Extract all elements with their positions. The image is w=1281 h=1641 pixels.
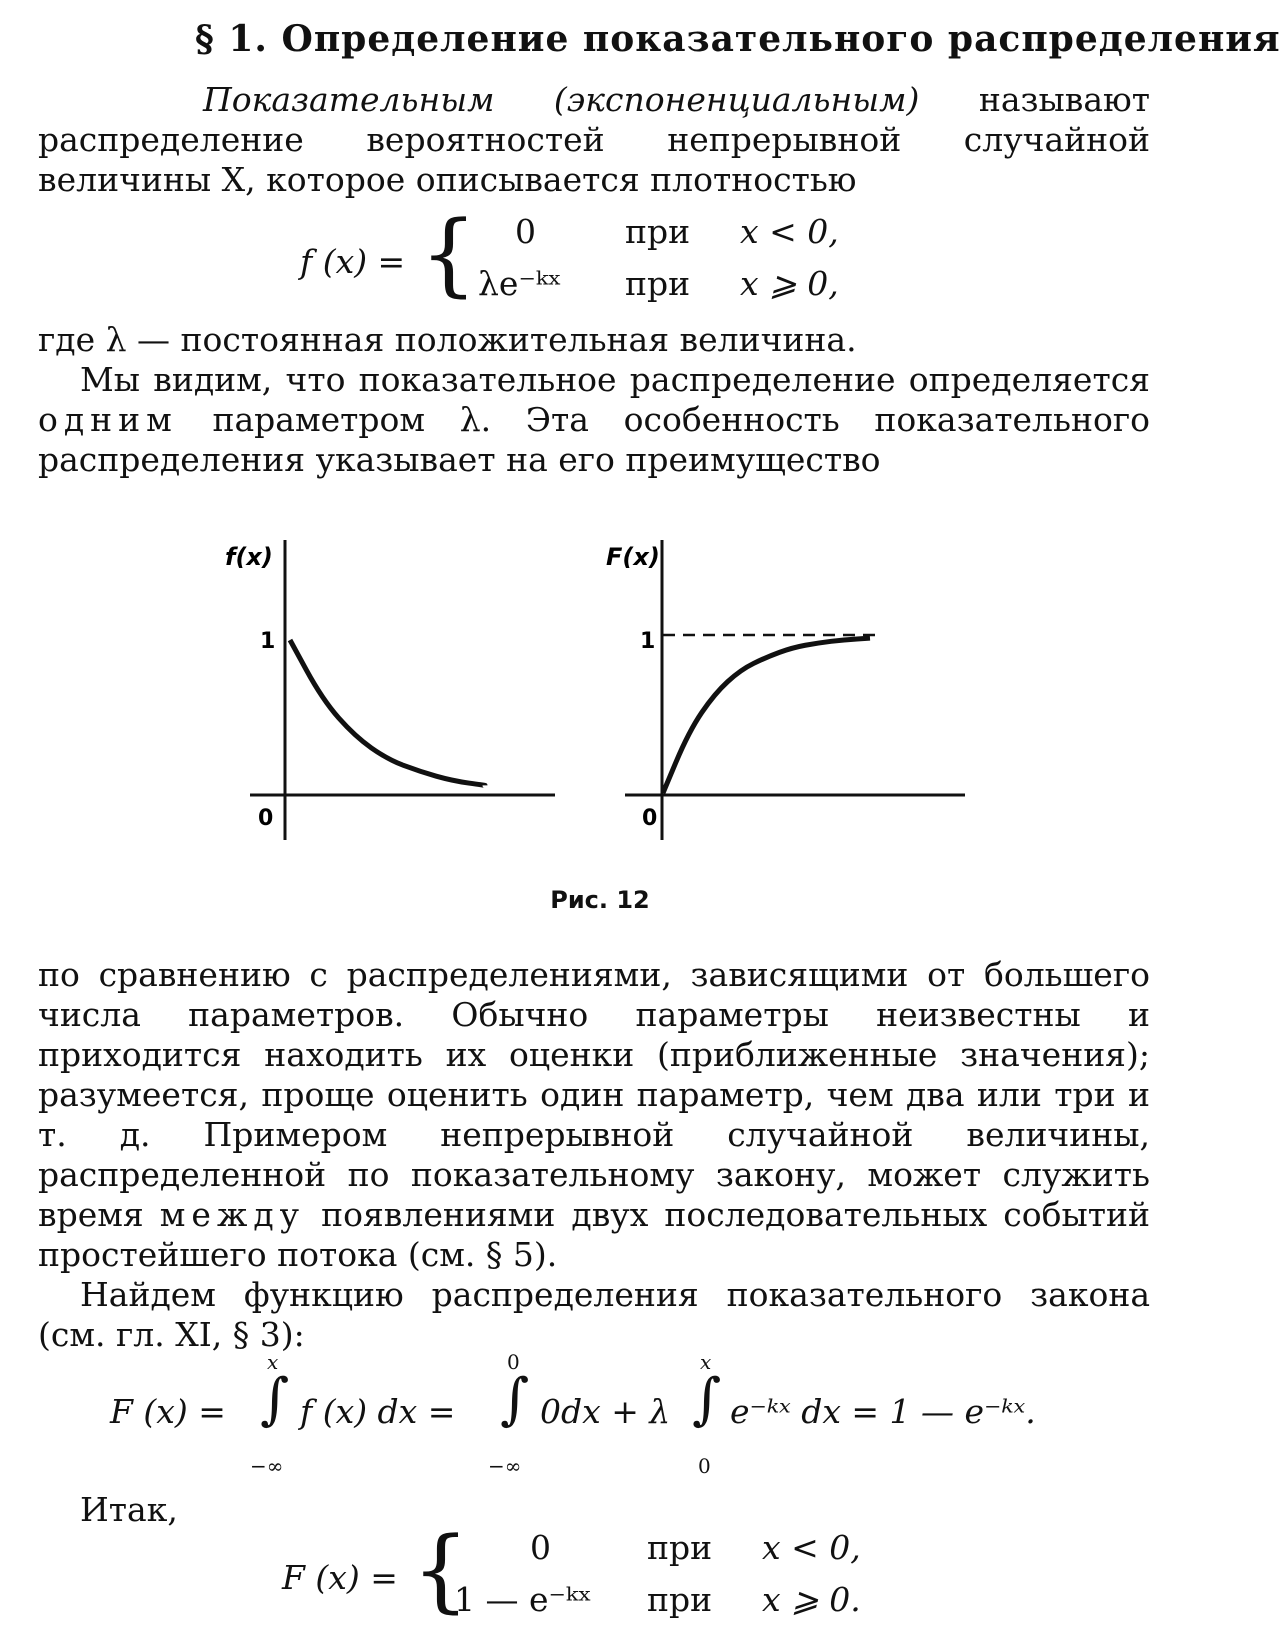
integral-part-4: e⁻ᵏˣ dx = 1 — e⁻ᵏˣ.	[730, 1392, 1036, 1431]
lambda-note	[38, 320, 1150, 360]
integral-part-2: f (x) dx =	[300, 1392, 456, 1431]
right-tick-one: 1	[640, 629, 656, 654]
para4-text: Найдем функцию распределения показательного закона (см. гл. XI, § 3):	[38, 1275, 1150, 1354]
density-curve	[290, 640, 485, 785]
cdf-case-2-word: при	[647, 1580, 713, 1619]
int3-upper: x	[700, 1350, 712, 1374]
cdf-case-1-condition: x < 0,	[762, 1528, 861, 1567]
cdf-case-2-condition: x ⩾ 0.	[762, 1580, 861, 1619]
cdf-case-1-value: 0	[530, 1528, 551, 1567]
para2-spaced: одним	[38, 400, 178, 439]
para2-end: параметром λ. Эта особенность показательного распределения указывает на его преимущество	[38, 400, 1150, 479]
itak	[38, 1490, 1150, 1530]
para2-start: Мы видим, что показательное распределение определяется	[80, 360, 1150, 399]
itak-text: Итак,	[80, 1490, 178, 1529]
cdf-curve	[663, 638, 870, 793]
left-tick-one: 1	[260, 629, 276, 654]
density-case-1-word: при	[625, 212, 691, 251]
para3-spaced: между	[159, 1195, 306, 1234]
section-heading: § 1. Определение показательного распределения	[195, 18, 1281, 60]
integral-part-1: F (x) =	[110, 1392, 226, 1431]
cdf-case-2-value: 1 — e⁻ᵏˣ	[454, 1580, 592, 1619]
integral-sign-2: ∫	[500, 1367, 530, 1432]
figure-svg	[225, 530, 970, 880]
para3-b: появлениями двух последовательных событий простейшего потока (см. § 5).	[38, 1195, 1150, 1274]
paragraph-4	[38, 1275, 1150, 1355]
cdf-brace: {	[412, 1518, 470, 1623]
paragraph-3	[38, 955, 1150, 1275]
figure-caption: Рис. 12	[550, 886, 650, 914]
intro-term: Показательным (экспоненциальным)	[203, 80, 920, 119]
figure-12	[225, 530, 970, 920]
density-case-2-condition: x ⩾ 0,	[740, 264, 839, 303]
density-lhs: f (x) =	[300, 242, 406, 281]
right-origin: 0	[642, 806, 658, 831]
int2-lower: −∞	[488, 1454, 522, 1478]
cdf-formula	[282, 1518, 922, 1638]
intro-paragraph	[38, 80, 1150, 200]
density-case-2-value: λe⁻ᵏˣ	[478, 264, 562, 303]
density-case-1-value: 0	[515, 212, 536, 251]
left-origin: 0	[258, 806, 274, 831]
int1-upper: x	[267, 1350, 279, 1374]
integral-sign-3: ∫	[692, 1367, 722, 1432]
density-case-1-condition: x < 0,	[740, 212, 839, 251]
right-ylabel: F(x)	[606, 543, 660, 571]
cdf-case-1-word: при	[647, 1528, 713, 1567]
left-ylabel: f(x)	[225, 543, 273, 571]
density-brace: {	[420, 202, 478, 307]
intro-rest: называют распределение вероятностей непрерывной случайной величины X, которое описывается плотностью	[38, 80, 1150, 199]
cdf-integral	[110, 1350, 1110, 1480]
para3-a: по сравнению с распределениями, зависящими от большего числа параметров. Обычно параметры неизвестны и приходится находить их оценки (приближенные значения); разумеется, проще оценить один параметр, чем два или три и т. д. Примером непрерывной случайной величины, распределенной по показательному закону, может служить время	[38, 955, 1150, 1234]
density-case-2-word: при	[625, 264, 691, 303]
cdf-lhs: F (x) =	[282, 1558, 398, 1597]
int3-lower: 0	[698, 1454, 711, 1478]
paragraph-2	[38, 360, 1150, 480]
int2-upper: 0	[507, 1350, 520, 1374]
integral-part-3: 0dx + λ	[540, 1392, 671, 1431]
integral-sign-1: ∫	[260, 1367, 290, 1432]
lambda-note-text: где λ — постоянная положительная величина.	[38, 320, 857, 359]
int1-lower: −∞	[250, 1454, 284, 1478]
density-formula	[300, 202, 900, 322]
